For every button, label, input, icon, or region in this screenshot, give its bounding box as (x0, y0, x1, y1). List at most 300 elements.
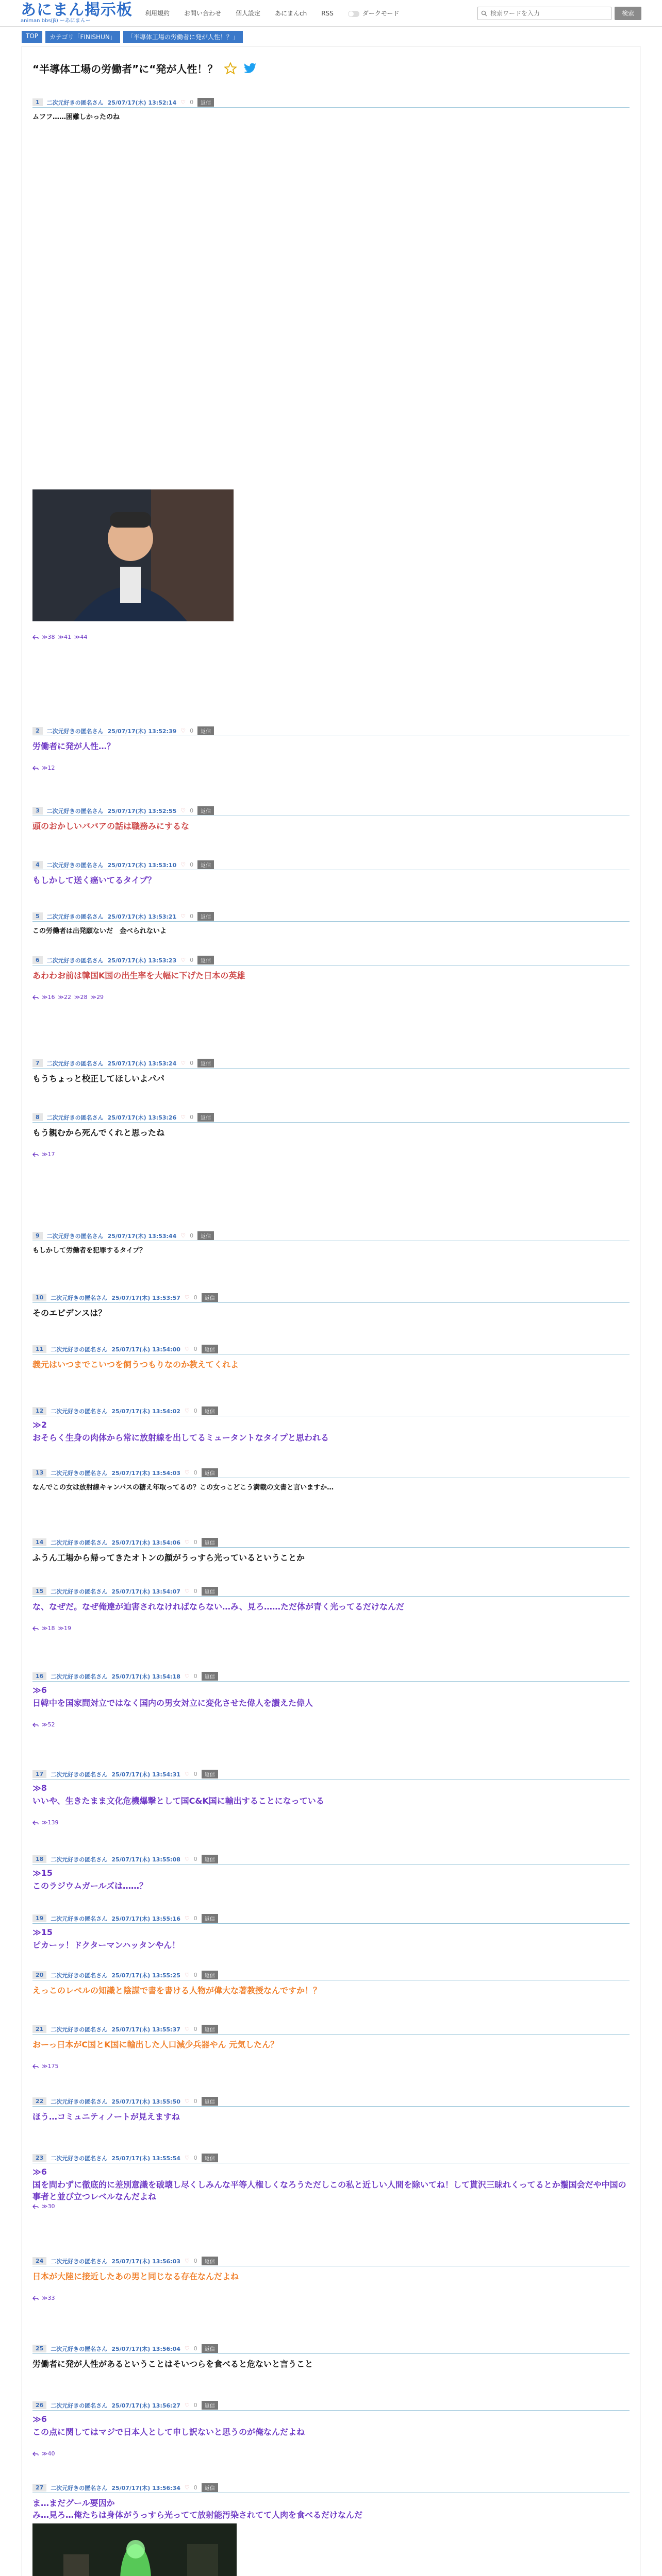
post-date: 25/07/17(木) 13:55:54 (111, 2155, 180, 2162)
post-meta (32, 2025, 630, 2033)
post (32, 1855, 630, 1891)
reply-button[interactable]: 返信 (202, 2401, 218, 2410)
post-quote-link[interactable]: ≫6 (32, 2414, 47, 2424)
post (32, 1406, 630, 1443)
post-meta (32, 2401, 630, 2410)
post (32, 2097, 630, 2122)
post (32, 2401, 630, 2457)
post-body: な、なぜだ。なぜ俺達が迫害されなければならない…み、見ろ……ただ体が青く光ってるだけなんだ (32, 1602, 404, 1612)
post-meta (32, 2097, 630, 2106)
reply-link[interactable]: ≫44 (74, 634, 88, 640)
post-date: 25/07/17(木) 13:54:02 (111, 1408, 180, 1415)
post-author: 二次元好きの匿名さん (46, 957, 104, 964)
post-number[interactable]: 26 (32, 2401, 46, 2409)
post (32, 2257, 630, 2301)
post-meta (32, 2344, 630, 2353)
heart-icon[interactable]: ♡ (184, 1771, 190, 1777)
post-author: 二次元好きの匿名さん (46, 99, 104, 106)
post-divider (32, 2410, 630, 2411)
post-body: おーっ日本がC国とK国に輸出した人口減少兵器やん 元気したん？ (32, 2040, 279, 2049)
post-divider (32, 1302, 630, 1303)
heart-count: 0 (193, 1856, 197, 1862)
post-number[interactable]: 4 (32, 861, 43, 869)
post-author: 二次元好きの匿名さん (51, 1588, 108, 1595)
reply-link[interactable]: ≫40 (42, 2450, 55, 2457)
reply-arrow-icon (32, 1152, 39, 1157)
post-meta (32, 912, 630, 921)
post-date: 25/07/17(木) 13:54:31 (111, 1771, 180, 1778)
post-body: このラジウムガールズは……？ (32, 1881, 148, 1891)
post-number[interactable]: 3 (32, 807, 43, 815)
post-number[interactable]: 17 (32, 1770, 46, 1778)
reply-link[interactable]: ≫52 (42, 1721, 55, 1728)
post-meta (32, 1231, 630, 1240)
reply-link[interactable]: ≫139 (42, 1819, 59, 1826)
heart-count: 0 (193, 2402, 197, 2409)
post-date: 25/07/17(木) 13:52:55 (107, 807, 177, 815)
post-replies (32, 1819, 59, 1826)
post-meta (32, 806, 630, 815)
post-divider (32, 2353, 630, 2354)
post-number[interactable]: 23 (32, 2154, 46, 2162)
twitter-share-icon[interactable] (243, 63, 257, 74)
post-meta (32, 2483, 630, 2492)
reply-button[interactable]: 返信 (202, 1587, 218, 1596)
heart-count: 0 (193, 2026, 197, 2032)
post-body: 日韓中を国家間対立ではなく国内の男女対立に変化させた偉人を讃えた偉人 (32, 1698, 313, 1708)
reply-link[interactable]: ≫18 (42, 1625, 55, 1632)
post-date: 25/07/17(木) 13:54:03 (111, 1469, 180, 1477)
title-row (32, 61, 630, 76)
post (32, 1231, 630, 1255)
post (32, 1113, 630, 1158)
post-date: 25/07/17(木) 13:55:08 (111, 1856, 180, 1863)
post-number[interactable]: 18 (32, 1855, 46, 1863)
post-image[interactable] (32, 489, 234, 621)
post-quote-link[interactable]: ≫6 (32, 1685, 47, 1695)
reply-link[interactable]: ≫16 (42, 994, 55, 1001)
post-author: 二次元好きの匿名さん (51, 2155, 108, 2162)
reply-button[interactable]: 返信 (202, 2344, 218, 2353)
post-number[interactable]: 13 (32, 1469, 46, 1477)
reply-button[interactable]: 返信 (202, 1855, 218, 1863)
favorite-star-icon[interactable] (224, 62, 237, 75)
post-number[interactable]: 9 (32, 1232, 43, 1240)
post-author: 二次元好きの匿名さん (51, 2345, 108, 2352)
heart-count: 0 (193, 1972, 197, 1978)
heart-icon[interactable]: ♡ (184, 2155, 190, 2161)
game-screenshot-icon (32, 2523, 237, 2576)
post-replies (32, 2063, 59, 2070)
nav-animanch[interactable]: あにまんch (275, 10, 307, 17)
heart-icon[interactable]: ♡ (184, 1915, 190, 1922)
search-button[interactable]: 検索 (615, 7, 641, 20)
reply-button[interactable]: 返信 (197, 1059, 214, 1067)
post-quote-link[interactable]: ≫6 (32, 2167, 47, 2177)
post-meta (32, 1672, 630, 1681)
reply-button[interactable]: 返信 (197, 806, 214, 815)
post-author: 二次元好きの匿名さん (46, 807, 104, 815)
post-number[interactable]: 20 (32, 1971, 46, 1979)
post-author: 二次元好きの匿名さん (51, 2098, 108, 2105)
heart-icon[interactable]: ♡ (184, 2026, 190, 2032)
post (32, 2025, 630, 2070)
post-number[interactable]: 11 (32, 1345, 46, 1353)
post-number[interactable]: 2 (32, 727, 43, 735)
reply-button[interactable]: 返信 (202, 1770, 218, 1778)
post-body: そのエビデンスは？ (32, 1308, 107, 1318)
post-number[interactable]: 8 (32, 1113, 43, 1121)
post-number[interactable]: 24 (32, 2257, 46, 2265)
post (32, 1538, 630, 1563)
heart-icon[interactable]: ♡ (184, 1856, 190, 1862)
reply-arrow-icon (32, 1722, 39, 1727)
post-body: ま…まだグール要因か み…見ろ…俺たちは身体がうっすら光ってて放射能汚染されてて人肉を食べるだけなんだ (32, 2498, 363, 2520)
heart-count: 0 (193, 1673, 197, 1680)
post-number[interactable]: 15 (32, 1587, 46, 1595)
post-meta (32, 98, 630, 107)
heart-count: 0 (193, 2258, 197, 2264)
heart-count: 0 (193, 1294, 197, 1301)
post-divider (32, 1596, 630, 1597)
reply-button[interactable]: 返信 (202, 2097, 218, 2106)
post-divider (32, 107, 630, 108)
post-number[interactable]: 22 (32, 2097, 46, 2105)
reply-button[interactable]: 返信 (197, 726, 214, 735)
post-date: 25/07/17(木) 13:56:34 (111, 2484, 180, 2492)
post-meta (32, 1538, 630, 1547)
post-body: いいや、生きたまま文化危機爆撃として国C&K国に輸出することになっている (32, 1796, 324, 1806)
nav-contact[interactable]: お問い合わせ (184, 10, 222, 17)
post-quote-link[interactable]: ≫2 (32, 1420, 47, 1430)
post-body: もうちょっと校正してほしいよパパ (32, 1074, 165, 1083)
post-number[interactable]: 19 (32, 1914, 46, 1922)
reply-arrow-icon (32, 635, 39, 640)
post-author: 二次元好きの匿名さん (46, 861, 104, 869)
heart-icon[interactable]: ♡ (184, 2345, 190, 2352)
post-meta (32, 1587, 630, 1596)
post-divider (32, 1779, 630, 1780)
reply-arrow-icon (32, 2451, 39, 2456)
post-date: 25/07/17(木) 13:55:37 (111, 2026, 180, 2033)
heart-icon[interactable]: ♡ (184, 1539, 190, 1546)
reply-link[interactable]: ≫22 (58, 994, 72, 1001)
reply-link[interactable]: ≫38 (42, 634, 55, 640)
heart-count: 0 (190, 1060, 194, 1066)
post-date: 25/07/17(木) 13:53:26 (107, 1114, 177, 1121)
post-divider (32, 921, 630, 922)
heart-icon[interactable]: ♡ (180, 957, 186, 963)
reply-link[interactable]: ≫33 (42, 2295, 55, 2301)
post-author: 二次元好きの匿名さん (51, 1294, 108, 1301)
reply-button[interactable]: 返信 (202, 1672, 218, 1681)
post-author: 二次元好きの匿名さん (51, 1771, 108, 1778)
post-number[interactable]: 21 (32, 2025, 46, 2033)
post-meta (32, 1113, 630, 1122)
heart-count: 0 (193, 1408, 197, 1414)
post (32, 2344, 630, 2369)
reply-link[interactable]: ≫29 (90, 994, 104, 1001)
post-meta (32, 2154, 630, 2162)
post (32, 806, 630, 831)
post-meta (32, 1345, 630, 1353)
post-quote-link[interactable]: ≫8 (32, 1783, 47, 1793)
post-divider (32, 1122, 630, 1123)
breadcrumb-top[interactable]: TOP (22, 31, 42, 43)
heart-count: 0 (193, 2155, 197, 2161)
reply-button[interactable]: 返信 (202, 1914, 218, 1923)
post-body: ふうん工場から帰ってきたオトンの顔がうっすら光っているということか (32, 1553, 305, 1563)
dark-mode-label: ダークモード (362, 10, 400, 17)
reply-button[interactable]: 返信 (197, 860, 214, 869)
post-date: 25/07/17(木) 13:52:39 (107, 727, 177, 735)
post-meta (32, 726, 630, 735)
heart-count: 0 (190, 807, 194, 814)
post (32, 98, 630, 640)
post-author: 二次元好きの匿名さん (46, 1060, 104, 1067)
post-number[interactable]: 27 (32, 2484, 46, 2492)
reply-arrow-icon (32, 2204, 39, 2209)
heart-count: 0 (190, 913, 194, 920)
post-meta (32, 1855, 630, 1863)
logo-sub: animan bbs(β) ーあにまんー (21, 18, 91, 24)
post-replies (32, 2295, 55, 2301)
post-body: えっこのレベルの知識と陰謀で書を書ける人物が偉大な著教授なんですか！？ (32, 1986, 322, 1995)
search-area (477, 7, 641, 20)
post-date: 25/07/17(木) 13:54:07 (111, 1588, 180, 1595)
reply-button[interactable]: 返信 (202, 1345, 218, 1353)
reply-button[interactable]: 返信 (202, 1468, 218, 1477)
reply-button[interactable]: 返信 (202, 1971, 218, 1979)
thread-title: “半導体工場の労働者”に“発が人性！？ (32, 63, 218, 75)
reply-link[interactable]: ≫30 (42, 2203, 55, 2210)
dark-mode-toggle[interactable] (348, 9, 400, 18)
post-replies (32, 2203, 55, 2210)
heart-icon[interactable]: ♡ (180, 1232, 186, 1239)
post (32, 1672, 630, 1728)
post (32, 726, 630, 771)
reply-button[interactable]: 返信 (202, 2483, 218, 2492)
post-author: 二次元好きの匿名さん (46, 727, 104, 735)
reply-link[interactable]: ≫19 (58, 1625, 72, 1632)
post-author: 二次元好きの匿名さん (51, 1673, 108, 1680)
post-date: 25/07/17(木) 13:56:03 (111, 2258, 180, 2265)
post-number[interactable]: 12 (32, 1407, 46, 1415)
site-logo[interactable] (21, 3, 133, 24)
breadcrumb-category[interactable]: カテゴリ「FINISHUN」 (45, 31, 120, 43)
post-meta (32, 1059, 630, 1067)
heart-count: 0 (190, 1232, 194, 1239)
heart-icon[interactable]: ♡ (184, 2258, 190, 2264)
post-author: 二次元好きの匿名さん (46, 1114, 104, 1121)
nav-settings[interactable]: 個人設定 (236, 10, 261, 17)
heart-icon[interactable]: ♡ (180, 727, 186, 734)
reply-button[interactable]: 返信 (202, 1406, 218, 1415)
post (32, 1914, 630, 1950)
post-image[interactable] (32, 2523, 237, 2576)
post-replies (32, 765, 55, 771)
post-divider (32, 2106, 630, 2107)
reply-button[interactable]: 返信 (202, 1538, 218, 1547)
heart-icon[interactable]: ♡ (184, 1588, 190, 1595)
post (32, 956, 630, 1001)
post-date: 25/07/17(木) 13:56:04 (111, 2345, 180, 2352)
reply-button[interactable]: 返信 (202, 2154, 218, 2162)
reply-arrow-icon (32, 1626, 39, 1631)
search-input[interactable] (490, 10, 604, 17)
reply-button[interactable]: 返信 (197, 1113, 214, 1122)
heart-icon[interactable]: ♡ (180, 99, 186, 106)
post-date: 25/07/17(木) 13:55:50 (111, 2098, 180, 2105)
heart-icon[interactable]: ♡ (184, 1469, 190, 1476)
post-replies (32, 1625, 71, 1632)
reply-button[interactable]: 返信 (202, 1293, 218, 1302)
post-date: 25/07/17(木) 13:53:10 (107, 861, 177, 869)
heart-count: 0 (190, 861, 194, 868)
post-body: ムフフ……困難しかったのね (32, 113, 120, 121)
post (32, 1971, 630, 1995)
post-date: 25/07/17(木) 13:55:16 (111, 1915, 180, 1922)
post-date: 25/07/17(木) 13:53:21 (107, 913, 177, 920)
post-number[interactable]: 10 (32, 1294, 46, 1301)
reply-link[interactable]: ≫17 (42, 1151, 55, 1158)
post-author: 二次元好きの匿名さん (51, 1915, 108, 1922)
post-number[interactable]: 7 (32, 1059, 43, 1067)
post-author: 二次元好きの匿名さん (51, 1972, 108, 1979)
post-body: 国を問わずに徹底的に差別意識を破壊し尽くしみんな平等人権しくなろうただしこの私と近しい人間を除いてね！して貰沢三昧れくってるとか鬚国会だや中国の事者と並び立つレベルなんだよね (32, 2180, 626, 2201)
post-body: ピカーッ！ドクターマンハッタンやん！ (32, 1940, 180, 1950)
post-meta (32, 2257, 630, 2265)
post-divider (32, 1068, 630, 1069)
breadcrumb-thread[interactable]: 「半導体工場の労働者に発が人性！？」 (123, 31, 243, 43)
reply-button[interactable]: 返信 (197, 1231, 214, 1240)
reply-link[interactable]: ≫41 (58, 634, 72, 640)
reply-arrow-icon (32, 2296, 39, 2301)
heart-icon[interactable]: ♡ (180, 807, 186, 814)
logo-main: あにまん掲示板 (21, 1, 133, 19)
post-meta (32, 1293, 630, 1302)
post-author: 二次元好きの匿名さん (51, 1856, 108, 1863)
heart-icon[interactable]: ♡ (180, 861, 186, 868)
post-date: 25/07/17(木) 13:56:27 (111, 2402, 180, 2409)
post-meta (32, 1468, 630, 1477)
post-date: 25/07/17(木) 13:54:18 (111, 1673, 180, 1680)
reply-link[interactable]: ≫12 (42, 765, 55, 771)
post-author: 二次元好きの匿名さん (46, 1232, 104, 1240)
post-divider (32, 1864, 630, 1865)
reply-button[interactable]: 返信 (202, 2257, 218, 2265)
post-body: おそらく生身の肉体から常に放射線を出してるミュータントなタイプと思われる (32, 1433, 329, 1443)
post-replies (32, 1721, 55, 1728)
reply-link[interactable]: ≫175 (42, 2063, 59, 2070)
heart-icon[interactable]: ♡ (184, 2402, 190, 2409)
post-number[interactable]: 16 (32, 1672, 46, 1680)
heart-count: 0 (193, 1771, 197, 1777)
reply-arrow-icon (32, 766, 39, 771)
heart-icon[interactable]: ♡ (180, 913, 186, 920)
heart-count: 0 (190, 1114, 194, 1121)
heart-icon[interactable]: ♡ (184, 1673, 190, 1680)
heart-count: 0 (193, 1346, 197, 1352)
reply-arrow-icon (32, 995, 39, 1000)
heart-icon[interactable]: ♡ (180, 1060, 186, 1066)
post-date: 25/07/17(木) 13:54:06 (111, 1539, 180, 1546)
post-quote-link[interactable]: ≫15 (32, 1927, 53, 1937)
nav-terms[interactable]: 利用規約 (145, 10, 170, 17)
reply-button[interactable]: 返信 (197, 956, 214, 964)
post-author: 二次元好きの匿名さん (51, 2484, 108, 2492)
reply-button[interactable]: 返信 (197, 912, 214, 921)
post-quote-link[interactable]: ≫15 (32, 1868, 53, 1878)
content-wrapper (22, 27, 640, 2576)
post-body: もしかして送く癌いてるタイプ？ (32, 875, 156, 885)
heart-icon[interactable]: ♡ (184, 1294, 190, 1301)
heart-count: 0 (193, 2484, 197, 2491)
reply-arrow-icon (32, 1820, 39, 1825)
reply-link[interactable]: ≫28 (74, 994, 88, 1001)
post-body: もう親むから死んでくれと思ったね (32, 1128, 165, 1138)
post-number[interactable]: 5 (32, 912, 43, 920)
heart-count: 0 (190, 957, 194, 963)
heart-count: 0 (193, 2345, 197, 2352)
heart-count: 0 (193, 1915, 197, 1922)
site-header (0, 0, 662, 27)
post-replies (32, 2450, 55, 2457)
post (32, 860, 630, 885)
post-number[interactable]: 25 (32, 2345, 46, 2352)
post-author: 二次元好きの匿名さん (51, 1408, 108, 1415)
heart-count: 0 (193, 1539, 197, 1546)
post-author: 二次元好きの匿名さん (51, 2402, 108, 2409)
heart-count: 0 (190, 99, 194, 106)
post-body: なんでこの女は放射線キャンパスの糖え年取ってるの？この女っこどこう満載の文書と言いますか… (32, 1484, 334, 1492)
post-date: 25/07/17(木) 13:53:24 (107, 1060, 177, 1067)
post (32, 1587, 630, 1632)
heart-icon[interactable]: ♡ (184, 2484, 190, 2491)
post-date: 25/07/17(木) 13:53:23 (107, 957, 177, 964)
post-date: 25/07/17(木) 13:53:57 (111, 1294, 180, 1301)
post-number[interactable]: 14 (32, 1538, 46, 1546)
post-replies (32, 1151, 55, 1158)
post-body: あわわお前は韓国K国の出生率を大幅に下げた日本の英雄 (32, 971, 245, 980)
post-author: 二次元好きの匿名さん (46, 913, 104, 920)
heart-icon[interactable]: ♡ (184, 1408, 190, 1414)
heart-icon[interactable]: ♡ (184, 1972, 190, 1978)
post-date: 25/07/17(木) 13:52:14 (107, 99, 177, 106)
reply-button[interactable]: 返信 (202, 2025, 218, 2033)
post-author: 二次元好きの匿名さん (51, 1469, 108, 1477)
top-nav (145, 9, 477, 18)
post-body: この労働者は出発願ないだ 金べられないよ (32, 927, 167, 935)
reply-button[interactable]: 返信 (197, 98, 214, 107)
post-divider (32, 1681, 630, 1682)
nav-rss[interactable]: RSS (321, 9, 334, 17)
search-box (477, 7, 611, 20)
heart-icon[interactable]: ♡ (184, 2098, 190, 2105)
post-replies (32, 634, 88, 640)
post-number[interactable]: 1 (32, 98, 43, 106)
post-number[interactable]: 6 (32, 956, 43, 964)
post-body: この点に関してはマジで日本人として申し訳ないと思うのが俺なんだよね (32, 2427, 305, 2437)
post (32, 1468, 630, 1492)
post-author: 二次元好きの匿名さん (51, 1539, 108, 1546)
post (32, 1770, 630, 1826)
toggle-switch[interactable] (348, 11, 359, 17)
post-meta (32, 1914, 630, 1923)
heart-icon[interactable]: ♡ (180, 1114, 186, 1121)
heart-icon[interactable]: ♡ (184, 1346, 190, 1352)
post-date: 25/07/17(木) 13:55:25 (111, 1972, 180, 1979)
